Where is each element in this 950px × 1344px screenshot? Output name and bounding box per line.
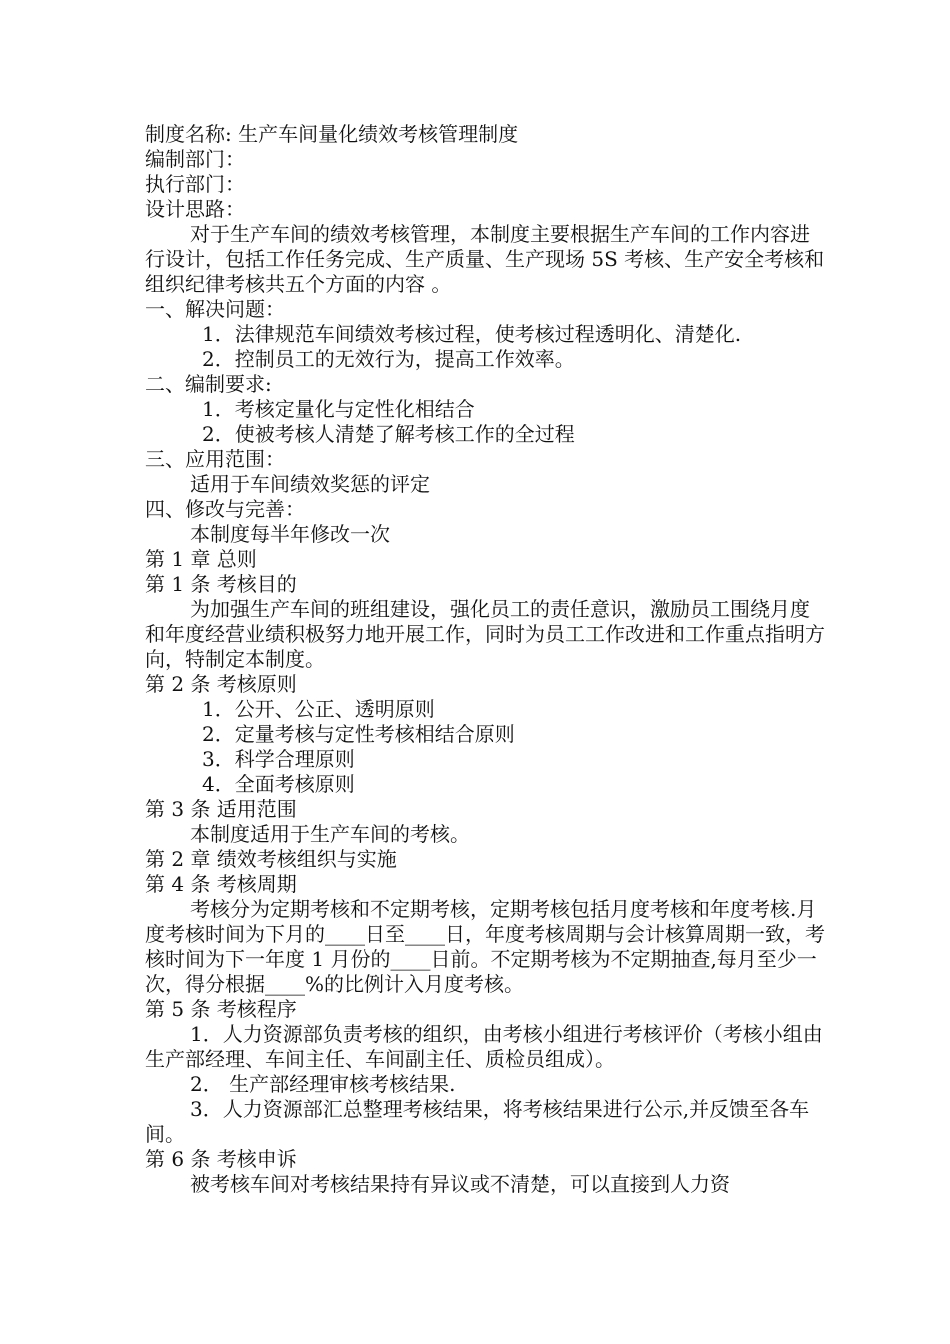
revision-text: 本制度每半年修改一次 [190,522,390,546]
scope-text: 适用于车间绩效奖惩的评定 [190,472,430,496]
compile-dept-label: 编制部门： [145,147,245,171]
article-title: 第 3 条 适用范围 [145,797,297,821]
procedure-step: 3．人力资源部汇总整理考核结果，将考核结果进行公示,并反馈至各车间。 [145,1097,810,1146]
list-item: 1．考核定量化与定性化相结合 [202,397,475,421]
list-item: 1．法律规范车间绩效考核过程，使考核过程透明化、清楚化. [202,322,742,346]
article-title: 第 6 条 考核申诉 [145,1147,297,1171]
article-title: 第 4 条 考核周期 [145,872,297,896]
exec-dept-label: 执行部门： [145,172,245,196]
design-idea-paragraph: 对于生产车间的绩效考核管理，本制度主要根据生产车间的工作内容进行设计，包括工作任务完成、生产质量、生产现场 5S 考核、生产安全考核和组织纪律考核共五个方面的内容 。 [145,222,825,296]
article-title: 第 2 条 考核原则 [145,672,297,696]
procedure-step: 1．人力资源部负责考核的组织，由考核小组进行考核评价（考核小组由生产部经理、车间主任、车间副主任、质检员组成）。 [145,1022,823,1071]
section-heading-scope: 三、应用范围： [145,447,285,471]
document-title: 制度名称: 生产车间量化绩效考核管理制度 [145,122,519,146]
list-item: 2．定量考核与定性考核相结合原则 [202,722,515,746]
article-title: 第 1 条 考核目的 [145,572,297,596]
list-item: 3．科学合理原则 [202,747,355,771]
section-heading-revision: 四、修改与完善： [145,497,305,521]
list-item: 2．使被考核人清楚了解考核工作的全过程 [202,422,575,446]
section-heading-requirement: 二、编制要求: [145,372,272,396]
document-body [145,122,825,1197]
article-title: 第 5 条 考核程序 [145,997,297,1021]
list-item: 2．控制员工的无效行为，提高工作效率。 [202,347,575,371]
procedure-step: 2． 生产部经理审核考核结果. [190,1072,456,1096]
article-paragraph: 被考核车间对考核结果持有异议或不清楚，可以直接到人力资 [190,1172,730,1196]
article-paragraph: 考核分为定期考核和不定期考核，定期考核包括月度考核和年度考核.月度考核时间为下月的____日至____日，年度考核周期与会计核算周期一致，考核时间为下一年度 1 月份的____日前。不定期考核为不定期抽查,每月至少一次，得分根据____%的比例计入月度考核。 [145,897,825,996]
chapter-title: 第 2 章 绩效考核组织与实施 [145,847,397,871]
design-idea-label: 设计思路： [145,197,245,221]
list-item: 1．公开、公正、透明原则 [202,697,435,721]
article-paragraph: 本制度适用于生产车间的考核。 [190,822,470,846]
chapter-title: 第 1 章 总则 [145,547,257,571]
article-paragraph: 为加强生产车间的班组建设，强化员工的责任意识，激励员工围绕月度和年度经营业绩积极努力地开展工作，同时为员工工作改进和工作重点指明方向，特制定本制度。 [145,597,825,671]
section-heading-problem: 一、解决问题： [145,297,285,321]
list-item: 4．全面考核原则 [202,772,355,796]
